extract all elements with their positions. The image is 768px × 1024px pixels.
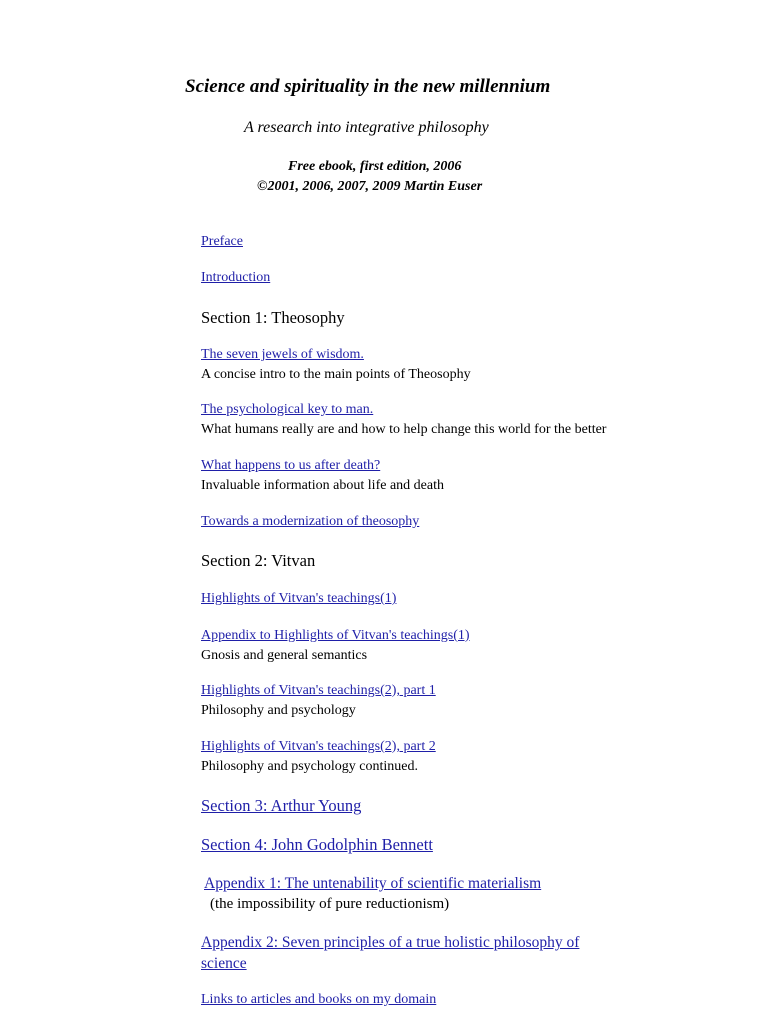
vitvan-appendix-link[interactable]: Appendix to Highlights of Vitvan's teachings(1)	[201, 628, 470, 643]
document-title: Science and spirituality in the new millennium	[185, 76, 551, 97]
section-2-heading: Section 2: Vitvan	[201, 551, 316, 570]
seven-jewels-link[interactable]: The seven jewels of wisdom.	[201, 347, 364, 362]
vitvan-highlights-2-part1-link[interactable]: Highlights of Vitvan's teachings(2), part 1	[201, 683, 436, 698]
appendix-1-description: (the impossibility of pure reductionism)	[210, 896, 450, 912]
appendix-2-link-line-2[interactable]: science	[201, 955, 247, 972]
preface-link[interactable]: Preface	[201, 234, 243, 249]
appendix-1-link[interactable]: Appendix 1: The untenability of scientific materialism	[204, 875, 542, 892]
vitvan-appendix-description: Gnosis and general semantics	[201, 648, 368, 663]
modernization-theosophy-link[interactable]: Towards a modernization of theosophy	[201, 514, 420, 529]
appendix-2-link-line-1[interactable]: Appendix 2: Seven principles of a true holistic philosophy of	[201, 934, 580, 951]
seven-jewels-description: A concise intro to the main points of Theosophy	[201, 367, 471, 382]
vitvan-highlights-2-part2-link[interactable]: Highlights of Vitvan's teachings(2), part 2	[201, 739, 436, 754]
document-subtitle: A research into integrative philosophy	[244, 119, 489, 136]
vitvan-highlights-2-part2-description: Philosophy and psychology continued.	[201, 759, 418, 774]
section-3-link[interactable]: Section 3: Arthur Young	[201, 796, 362, 815]
after-death-description: Invaluable information about life and death	[201, 478, 444, 493]
copyright-line: ©2001, 2006, 2007, 2009 Martin Euser	[257, 179, 483, 194]
psychological-key-description: What humans really are and how to help change this world for the better	[201, 422, 607, 437]
introduction-link[interactable]: Introduction	[201, 270, 271, 285]
psychological-key-link[interactable]: The psychological key to man.	[201, 402, 374, 417]
after-death-link[interactable]: What happens to us after death?	[201, 458, 381, 473]
section-1-heading: Section 1: Theosophy	[201, 308, 345, 327]
section-4-link[interactable]: Section 4: John Godolphin Bennett	[201, 835, 433, 854]
links-articles-books-link[interactable]: Links to articles and books on my domain	[201, 992, 437, 1007]
vitvan-highlights-1-link[interactable]: Highlights of Vitvan's teachings(1)	[201, 591, 397, 606]
vitvan-highlights-2-part1-description: Philosophy and psychology	[201, 703, 356, 718]
edition-line: Free ebook, first edition, 2006	[288, 159, 462, 174]
